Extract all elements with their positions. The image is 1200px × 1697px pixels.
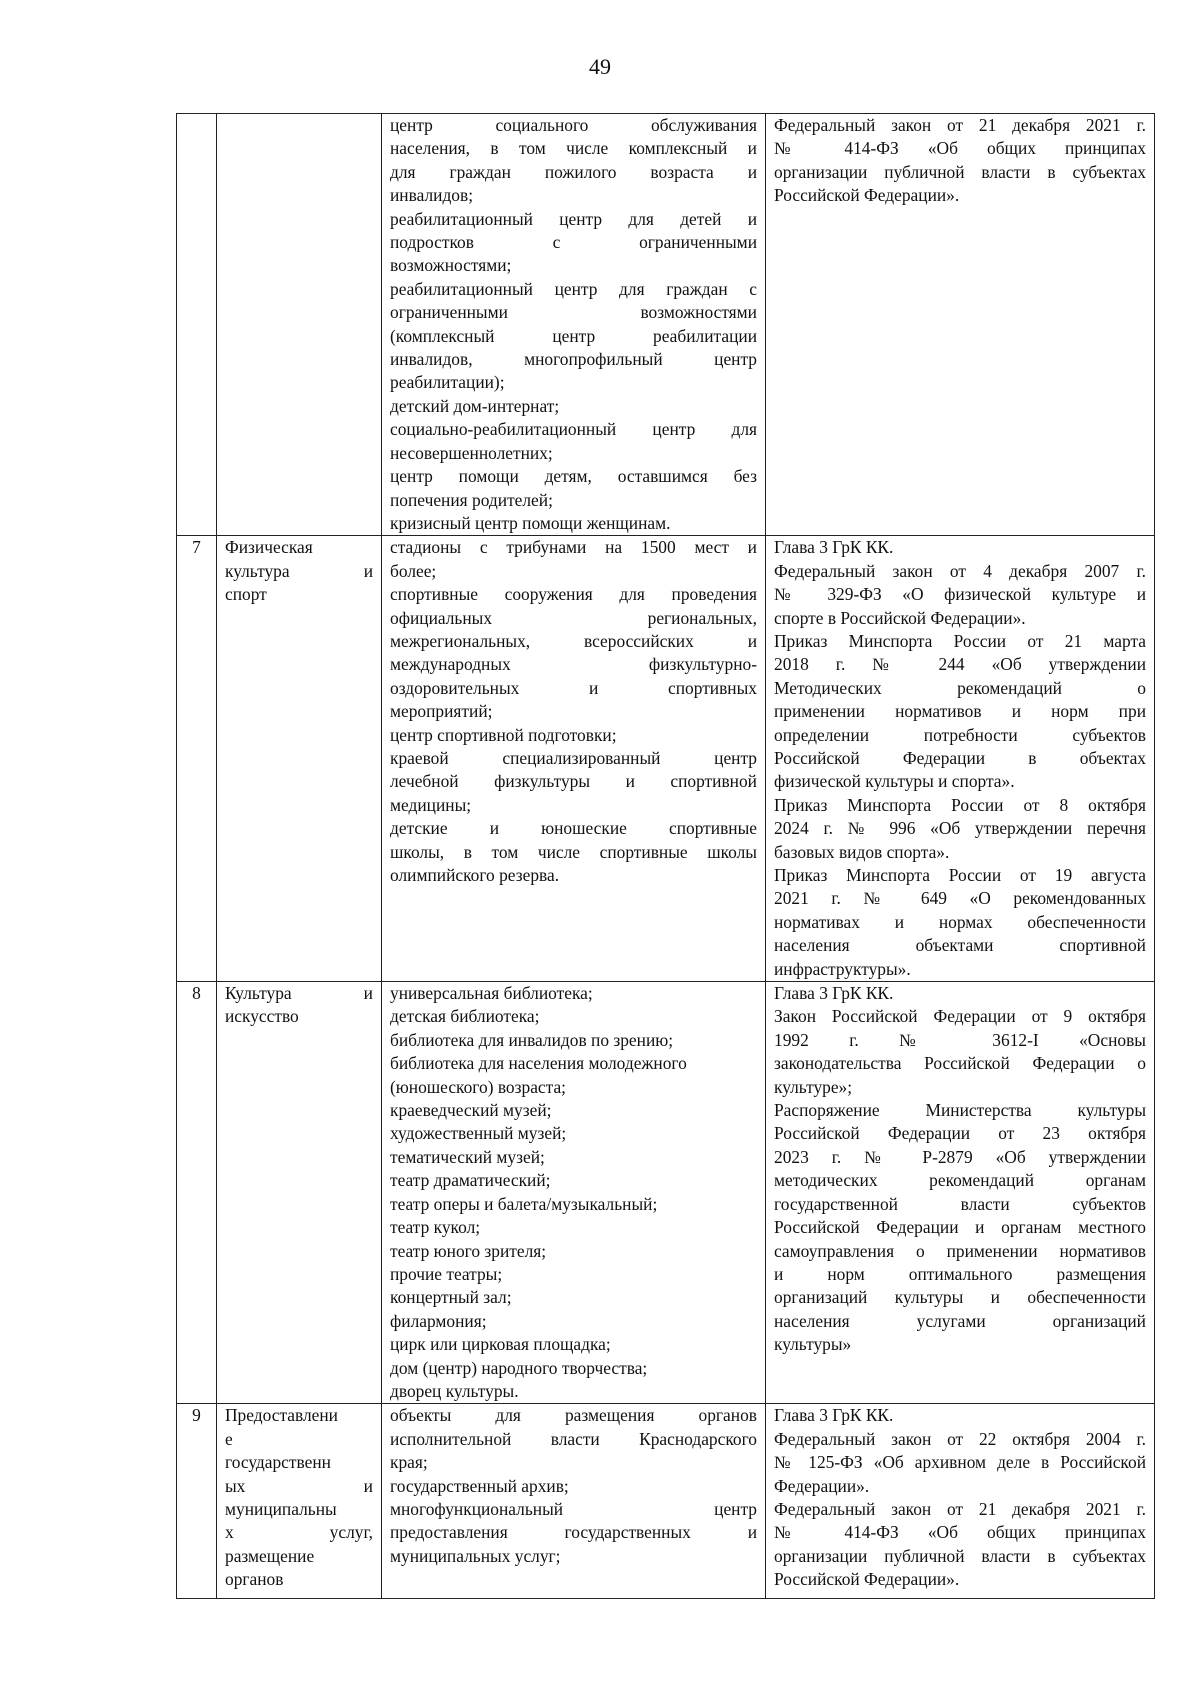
text-line: многофункциональный центр [390,1498,757,1519]
text-line: театр драматический; [390,1170,551,1191]
text-line: Методических рекомендаций о [774,677,1146,698]
text-line: центр социального обслуживания [390,115,757,135]
text-line: социально-реабилитационный центр для [390,419,757,440]
text-line: оздоровительных и спортивных [390,677,757,698]
text-line: центр помощи детям, оставшимся без [390,466,757,487]
text-line: 2018 г. № 244 «Об утверждении [774,654,1146,675]
text-line: размещение [225,1545,315,1566]
sphere-cell [217,114,382,536]
text-line: школы, в том числе спортивные школы [390,841,757,862]
text-line: реабилитационный центр для детей и [390,208,757,229]
text-line: культуры» [774,1334,852,1355]
text-line: № 329-ФЗ «О физической культуре и [774,584,1146,605]
text-line: Распоряжение Министерства культуры [774,1100,1146,1121]
text-line: библиотека для инвалидов по зрению; [390,1029,674,1050]
text-line: законодательства Российской Федерации о [774,1053,1146,1074]
documents-cell [766,1404,1155,1599]
text-line: Глава 3 ГрК КК. [774,983,894,1004]
text-line: организации публичной власти в субъектах [774,161,1146,182]
text-line: библиотека для населения молодежного [390,1053,687,1074]
text-line: краевой специализированный центр [390,747,757,768]
text-line: муниципальных услуг; [390,1545,561,1566]
text-line: государственный архив; [390,1475,569,1496]
text-line: инвалидов, многопрофильный центр [390,349,757,370]
text-line: ых и [225,1475,373,1496]
text-line: лечебной физкультуры и спортивной [390,771,757,792]
text-line: физической культуры и спорта». [774,771,1015,792]
text-line: Глава 3 ГрК КК. [774,537,894,558]
text-line: организации публичной власти в субъектах [774,1545,1146,1566]
text-line: исполнительной власти Краснодарского [390,1428,757,1449]
text-line: 2023 г. № Р-2879 «Об утверждении [774,1146,1146,1167]
text-line: реабилитации); [390,372,505,393]
text-line: спорте в Российской Федерации». [774,607,1026,628]
text-line: методических рекомендаций органам [774,1170,1146,1191]
text-line: театр юного зрителя; [390,1240,547,1261]
text-line: подростков с ограниченными [390,232,757,253]
text-line: культура и [225,560,373,581]
page-number: 49 [589,54,611,79]
text-line: прочие театры; [390,1263,503,1284]
text-line: 2024 г. № 996 «Об утверждении перечня [774,818,1146,839]
text-line: Предоставлени [225,1405,338,1426]
documents-cell [766,536,1155,982]
text-line: Российской Федерации от 23 октября [774,1123,1146,1144]
text-line: № 125-ФЗ «Об архивном деле в Российской [774,1452,1146,1473]
text-line: и норм оптимального размещения [774,1263,1146,1284]
text-line: нормативах и нормах обеспеченности [774,911,1146,932]
text-line: детский дом-интернат; [390,395,560,416]
documents-cell [766,114,1155,536]
text-line: межрегиональных, всероссийских и [390,630,757,651]
text-line: кризисный центр помощи женщинам. [390,512,671,533]
row-number: 9 [177,1404,217,1599]
text-line: мероприятий; [390,701,493,722]
text-line: универсальная библиотека; [390,983,593,1004]
text-line: театр оперы и балета/музыкальный; [390,1193,658,1214]
sphere-cell [217,1404,382,1599]
text-line: спортивные сооружения для проведения [390,584,757,605]
text-line: края; [390,1452,428,1473]
text-line: определении потребности субъектов [774,724,1146,745]
text-line: Приказ Минспорта России от 19 августа [774,865,1146,885]
documents-cell [766,982,1155,1404]
text-line: 1992 г. № 3612-I «Основы [774,1029,1146,1050]
text-line: Приказ Минспорта России от 8 октября [774,794,1146,815]
text-line: предоставления государственных и [390,1522,757,1543]
text-line: центр спортивной подготовки; [390,724,617,745]
text-line: № 414-ФЗ «Об общих принципах [774,1522,1146,1543]
text-line: медицины; [390,794,472,815]
text-line: художественный музей; [390,1123,567,1144]
text-line: государственной власти субъектов [774,1193,1146,1214]
table-row [177,114,1155,536]
row-number: 8 [177,982,217,1404]
text-line: 2021 г. № 649 «О рекомендованных [774,888,1146,909]
sphere-cell [217,536,382,982]
text-line: искусство [225,1006,299,1027]
text-line: стадионы с трибунами на 1500 мест и [390,537,757,558]
objects-cell [382,114,766,536]
text-line: дворец культуры. [390,1380,519,1401]
text-line: более; [390,560,437,581]
text-line: инфраструктуры». [774,958,911,979]
text-line: попечения родителей; [390,489,553,510]
sphere-cell [217,982,382,1404]
objects-cell [382,536,766,982]
text-line: организаций культуры и обеспеченности [774,1287,1146,1308]
text-line: (комплексный центр реабилитации [390,325,757,346]
text-line: х услуг, [225,1522,373,1543]
objects-cell [382,1404,766,1599]
text-line: Федеральный закон от 4 декабря 2007 г. [774,560,1146,581]
text-line: для граждан пожилого возраста и [390,161,757,182]
text-line: возможностями; [390,255,512,276]
text-line: олимпийского резерва. [390,865,560,885]
text-line: Федеральный закон от 21 декабря 2021 г. [774,1498,1146,1519]
text-line: объекты для размещения органов [390,1405,757,1426]
text-line: № 414-ФЗ «Об общих принципах [774,138,1146,159]
text-line: Российской Федерации». [774,185,960,206]
text-line: детские и юношеские спортивные [390,818,757,839]
text-line: Федерации». [774,1475,870,1496]
text-line: официальных региональных, [390,607,757,628]
text-line: культуре»; [774,1076,853,1097]
text-line: несовершеннолетних; [390,442,553,463]
text-line: спорт [225,584,267,605]
text-line: Физическая [225,537,313,558]
text-line: Закон Российской Федерации от 9 октября [774,1006,1146,1027]
text-line: населения объектами спортивной [774,935,1146,956]
text-line: Федеральный закон от 22 октября 2004 г. [774,1428,1146,1449]
text-line: населения услугами организаций [774,1310,1146,1331]
row-number: 7 [177,536,217,982]
text-line: Культура и [225,983,373,1004]
text-line: органов [225,1569,284,1590]
text-line: е [225,1428,233,1449]
text-line: тематический музей; [390,1146,545,1167]
text-line: цирк или цирковая площадка; [390,1334,611,1355]
text-line: населения, в том числе комплексный и [390,138,757,159]
text-line: реабилитационный центр для граждан с [390,278,757,299]
text-line: Федеральный закон от 21 декабря 2021 г. [774,115,1146,135]
document-table [176,113,1155,1599]
row-number [177,114,217,536]
text-line: международных физкультурно- [390,654,757,675]
text-line: Российской Федерации». [774,1569,960,1590]
table-row [177,536,1155,982]
table-row [177,1404,1155,1599]
text-line: Глава 3 ГрК КК. [774,1405,894,1426]
text-line: краеведческий музей; [390,1100,552,1121]
text-line: инвалидов; [390,185,474,206]
text-line: государственн [225,1452,331,1473]
text-line: концертный зал; [390,1287,512,1308]
text-line: Приказ Минспорта России от 21 марта [774,630,1146,651]
text-line: театр кукол; [390,1217,481,1238]
text-line: дом (центр) народного творчества; [390,1357,648,1378]
text-line: Российской Федерации и органам местного [774,1217,1146,1238]
table-row [177,982,1155,1404]
text-line: муниципальны [225,1498,337,1519]
text-line: самоуправления о применении нормативов [774,1240,1146,1261]
text-line: ограниченными возможностями [390,302,757,323]
text-line: детская библиотека; [390,1006,540,1027]
text-line: базовых видов спорта». [774,841,950,862]
objects-cell [382,982,766,1404]
text-line: филармония; [390,1310,487,1331]
text-line: (юношеского) возраста; [390,1076,566,1097]
text-line: Российской Федерации в объектах [774,747,1146,768]
text-line: применении нормативов и норм при [774,701,1146,722]
